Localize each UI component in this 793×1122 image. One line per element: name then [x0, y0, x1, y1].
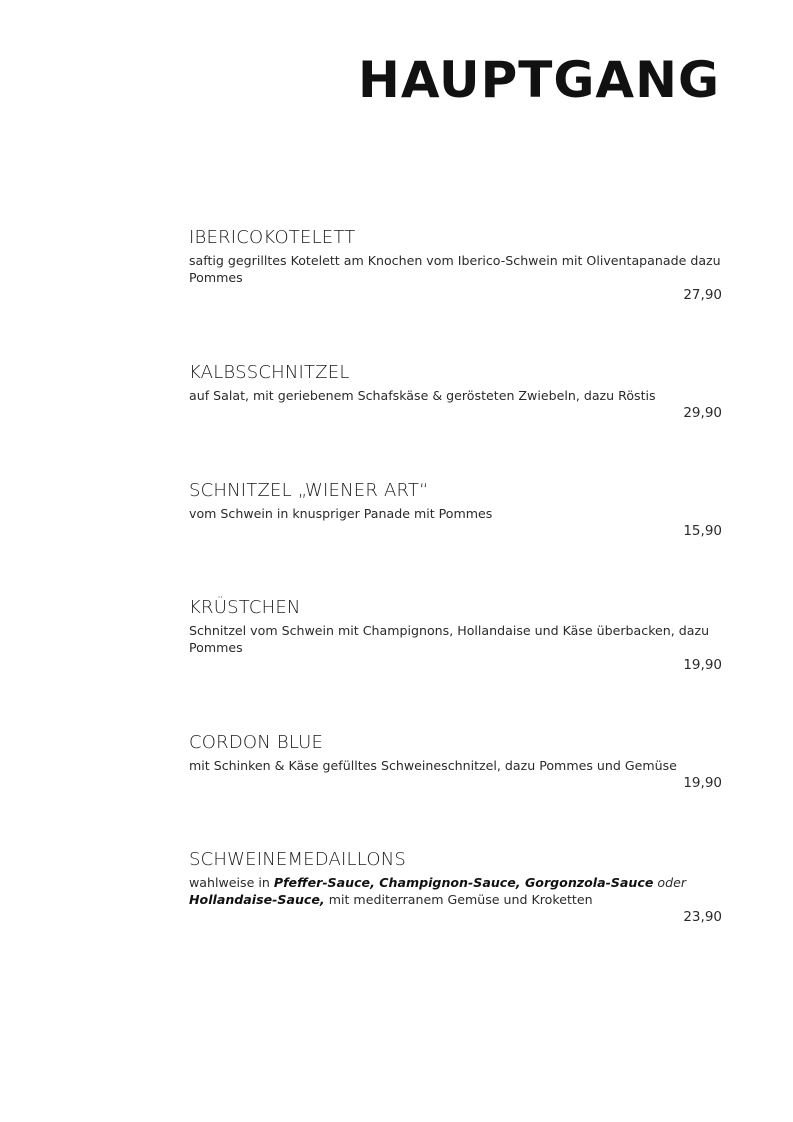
desc-conjunction: oder — [657, 875, 687, 890]
menu-item-cordon-blue — [189, 731, 722, 792]
dish-name: KRÜSTCHEN — [189, 597, 301, 618]
sauce-options: Pfeffer-Sauce, Champignon-Sauce, Gorgonzola-Sauce — [273, 875, 654, 890]
dish-name: KALBSSCHNITZEL — [189, 362, 350, 383]
menu-item-kalbsschnitzel — [189, 361, 722, 422]
desc-text: mit mediterranem Gemüse und Kroketten — [324, 892, 593, 907]
menu-item-schweinemedaillons — [189, 848, 722, 926]
menu-item-ibericokotelett — [189, 226, 722, 304]
dish-description: saftig gegrilltes Kotelett am Knochen vom Iberico-Schwein mit Oliventapanade dazu Pommes — [189, 253, 721, 285]
dish-description — [189, 874, 722, 908]
dish-name: CORDON BLUE — [189, 732, 324, 753]
dish-price: 15,90 — [683, 523, 722, 539]
menu-item-kruestchen — [189, 596, 722, 674]
dish-description: mit Schinken & Käse gefülltes Schweineschnitzel, dazu Pommes und Gemüse — [189, 758, 677, 773]
dish-description: auf Salat, mit geriebenem Schafskäse & gerösteten Zwiebeln, dazu Röstis — [189, 388, 656, 403]
dish-price: 19,90 — [683, 657, 722, 673]
sauce-option-last: Hollandaise-Sauce, — [189, 892, 325, 907]
dish-price: 23,90 — [683, 909, 722, 925]
dish-price: 27,90 — [683, 287, 722, 303]
menu-item-schnitzel-wiener-art — [189, 479, 722, 540]
dish-name: SCHWEINEMEDAILLONS — [189, 849, 406, 870]
dish-description: Schnitzel vom Schwein mit Champignons, Hollandaise und Käse überbacken, dazu Pommes — [189, 623, 710, 655]
page-title: HAUPTGANG — [358, 51, 720, 109]
dish-price: 19,90 — [683, 775, 722, 791]
dish-name: SCHNITZEL „WIENER ART“ — [189, 480, 429, 501]
desc-text: wahlweise in — [189, 875, 274, 890]
dish-description: vom Schwein in knuspriger Panade mit Pommes — [189, 506, 493, 521]
dish-price: 29,90 — [683, 405, 722, 421]
dish-name: IBERICOKOTELETT — [189, 227, 356, 248]
